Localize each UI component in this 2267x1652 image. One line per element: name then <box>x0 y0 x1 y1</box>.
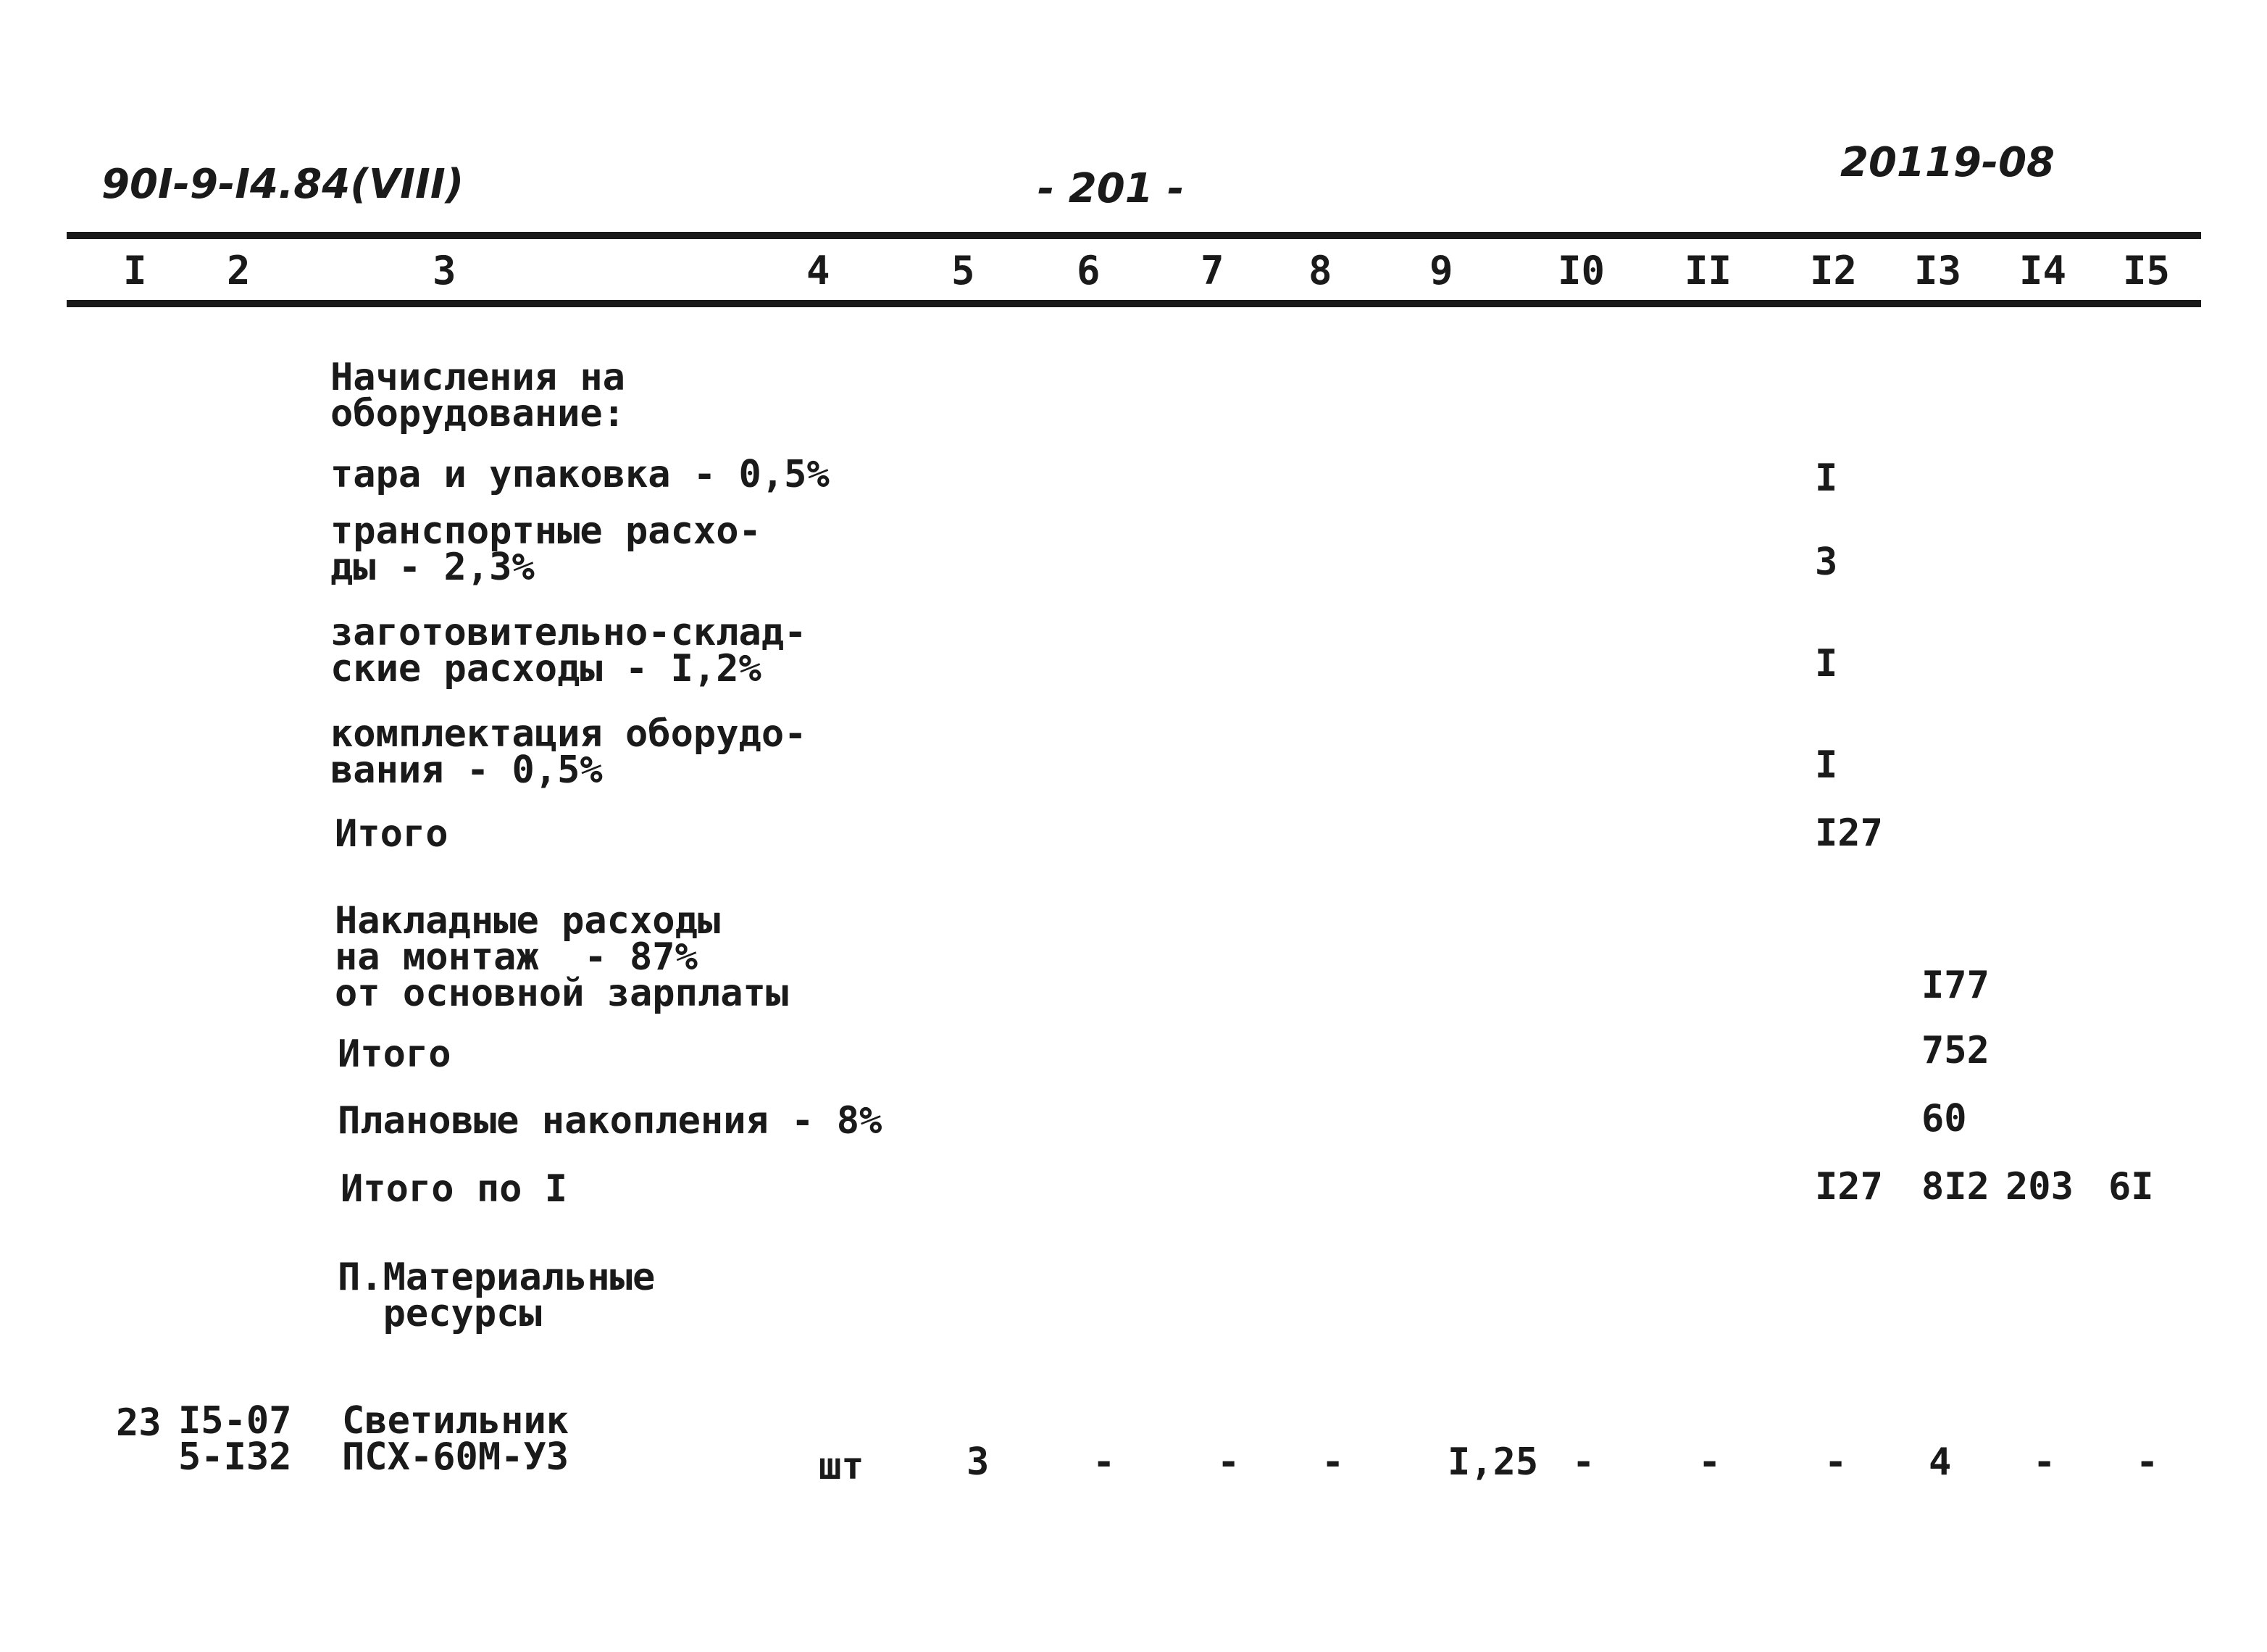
row-desc-completion: комплектация оборудо- вания - 0,5% <box>330 712 807 792</box>
row-item-23-col5: 3 <box>966 1440 990 1484</box>
column-header-10: I0 <box>1558 248 1606 293</box>
row-item-23-col7: - <box>1217 1440 1240 1484</box>
row-desc-total-1: Итого <box>335 812 448 856</box>
row-planned-savings-col13: 60 <box>1921 1097 1967 1140</box>
row-packaging-col12: I <box>1815 456 1838 500</box>
column-header-6: 6 <box>1077 248 1101 293</box>
header-top-rule <box>67 232 2201 239</box>
row-item-23-col12: - <box>1824 1440 1848 1484</box>
row-desc-total-2: Итого <box>338 1032 451 1076</box>
row-desc-planned-savings: Плановые накопления - 8% <box>338 1099 882 1143</box>
column-header-13: I3 <box>1914 248 1962 293</box>
archive-number: 20119-08 <box>1840 139 2055 186</box>
row-item-23-unit: шт <box>819 1445 864 1488</box>
column-header-2: 2 <box>227 248 251 293</box>
row-transport-col12: 3 <box>1815 541 1838 584</box>
row-item-23-col10: - <box>1572 1440 1595 1484</box>
column-header-14: I4 <box>2019 248 2067 293</box>
row-total-section-1-col14: 203 <box>2005 1165 2074 1209</box>
column-header-4: 4 <box>806 248 830 293</box>
row-item-23-number: 23 <box>116 1401 162 1445</box>
row-desc-section-2-title: П.Материальные ресурсы <box>338 1256 656 1335</box>
row-total-2-col13: 752 <box>1921 1029 1990 1072</box>
row-item-23-col9: I,25 <box>1448 1440 1539 1484</box>
row-total-section-1-col13: 8I2 <box>1921 1165 1990 1209</box>
row-desc-transport: транспортные расхо- ды - 2,3% <box>330 509 761 589</box>
row-item-23-col11: - <box>1698 1440 1721 1484</box>
row-total-section-1-col12: I27 <box>1815 1165 1883 1209</box>
row-total-section-1-col15: 6I <box>2108 1165 2154 1209</box>
page-number: - 201 - <box>1038 165 1185 212</box>
column-header-7: 7 <box>1201 248 1224 293</box>
row-item-23-desc: Светильник ПСХ-60М-УЗ <box>342 1399 569 1479</box>
row-item-23-col14: - <box>2033 1440 2056 1484</box>
column-header-15: I5 <box>2123 248 2171 293</box>
row-item-23-code: I5-07 5-I32 <box>178 1399 292 1479</box>
column-header-3: 3 <box>433 248 456 293</box>
document-code: 90I-9-I4.84(VIII) <box>101 161 464 208</box>
column-header-1: I <box>123 248 147 293</box>
row-completion-col12: I <box>1815 743 1838 787</box>
row-item-23-col13: 4 <box>1929 1440 1952 1484</box>
column-header-5: 5 <box>951 248 975 293</box>
column-header-8: 8 <box>1308 248 1332 293</box>
row-item-23-col15: - <box>2136 1440 2159 1484</box>
row-desc-overhead: Накладные расходы на монтаж - 87% от основной зарплаты <box>335 899 789 1015</box>
column-header-9: 9 <box>1429 248 1453 293</box>
row-desc-procurement: заготовительно-склад- ские расходы - I,2% <box>330 611 807 691</box>
row-overhead-col13: I77 <box>1921 964 1990 1007</box>
header-bottom-rule <box>67 300 2201 307</box>
row-desc-total-section-1: Итого по I <box>341 1167 568 1211</box>
row-total-1-col12: I27 <box>1815 812 1883 855</box>
row-desc-packaging: тара и упаковка - 0,5% <box>330 453 830 496</box>
column-header-11: II <box>1684 248 1732 293</box>
row-desc-equipment-charges: Начисления на оборудование: <box>330 356 625 435</box>
column-header-12: I2 <box>1810 248 1858 293</box>
row-procurement-col12: I <box>1815 642 1838 685</box>
row-item-23-col6: - <box>1093 1440 1116 1484</box>
row-item-23-col8: - <box>1322 1440 1345 1484</box>
